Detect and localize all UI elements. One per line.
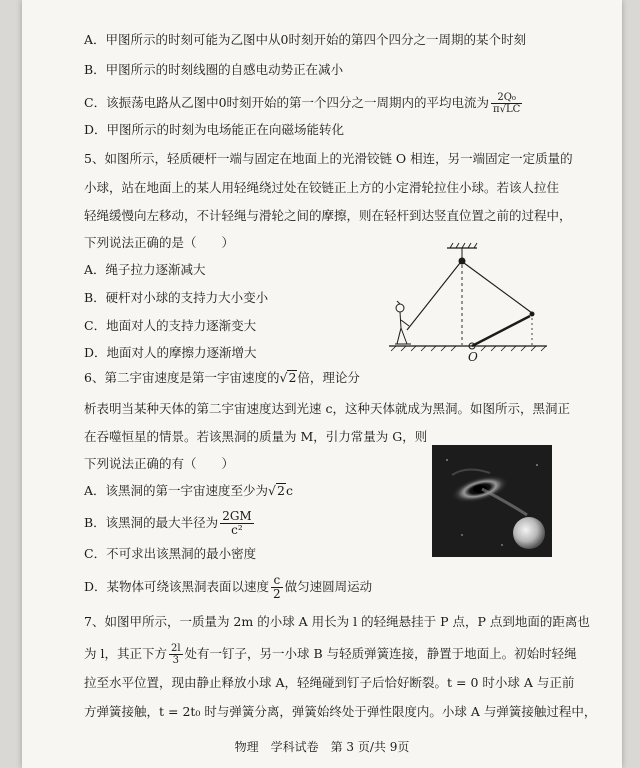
q4-option-c-text: C．该振荡电路从乙图中0时刻开始的第一个四分之一周期内的平均电流为 xyxy=(84,95,490,110)
q7-line-2-denominator: 3 xyxy=(172,655,179,666)
page-footer: 物理 学科试卷 第 3 页/共 9页 xyxy=(234,740,410,754)
q6-option-b xyxy=(84,510,256,537)
q7-line-2-text-b: 处有一钉子，另一小球 B 与轻质弹簧连接，静置于地面上。初始时轻绳 xyxy=(184,646,577,661)
q7-line-2 xyxy=(84,643,577,666)
q4-option-c-numerator: 2Q₀ xyxy=(491,92,522,104)
q6-option-d-numerator: c xyxy=(271,574,283,588)
q7-line-2-numerator: 2l xyxy=(170,643,181,654)
q6-option-d-text-a: D．某物体可绕该黑洞表面以速度 xyxy=(84,579,270,594)
q6-option-b-numerator: 2GM xyxy=(222,509,252,523)
q5-stem-line-4: 下列说法正确的是（ ） xyxy=(84,235,235,250)
q6-option-b-text: B．该黑洞的最大半径为 xyxy=(84,515,219,530)
q6-option-a-sqrt: 2 xyxy=(277,483,285,498)
q6-stem-line-3: 在吞噬恒星的情景。若该黑洞的质量为 M，引力常量为 G，则 xyxy=(84,429,428,444)
q5-option-c: C．地面对人的支持力逐渐变大 xyxy=(84,318,257,333)
q6-option-a-unit: c xyxy=(285,483,293,498)
q6-stem-line-4: 下列说法正确的有（ ） xyxy=(84,456,235,471)
q7-line-2-fraction xyxy=(169,643,183,666)
q4-option-c-denominator: π√LC xyxy=(493,104,521,115)
q5-option-a: A．绳子拉力逐渐减大 xyxy=(84,262,206,277)
q5-pulley-rod-figure xyxy=(367,240,552,365)
q5-stem-line-2: 小球，站在地面上的某人用轻绳绕过处在铰链正上方的小定滑轮拉住小球。若该人拉住 xyxy=(84,180,560,195)
q6-option-d xyxy=(84,574,372,601)
q4-option-d: D．甲图所示的时刻为电场能正在向磁场能转化 xyxy=(84,122,345,137)
ball-icon xyxy=(530,312,535,317)
q7-line-2-text-a: 为 l，其正下方 xyxy=(84,646,167,661)
q6-option-d-denominator: 2 xyxy=(273,587,281,601)
q4-option-a: A．甲图所示的时刻可能为乙图中从0时刻开始的第四个四分之一周期的某个时刻 xyxy=(84,32,526,47)
q6-option-d-text-b: 做匀速圆周运动 xyxy=(284,579,373,594)
q6-option-d-fraction xyxy=(271,574,283,601)
q6-stem-line-1: 6、第二宇宙速度是第一宇宙速度的√2倍，理论分 xyxy=(84,370,360,385)
q6-option-c: C．不可求出该黑洞的最小密度 xyxy=(84,546,257,561)
q4-option-b: B．甲图所示的时刻线圈的自感电动势正在减小 xyxy=(84,62,344,77)
q5-stem-line-3: 轻绳缓慢向左移动，不计轻绳与滑轮之间的摩擦，则在轻杆到达竖直位置之前的过程中， xyxy=(84,208,572,223)
exam-page xyxy=(22,0,622,768)
q6-stem-sqrt: 2 xyxy=(288,370,297,385)
q6-option-a-text: A．该黑洞的第一宇宙速度至少为 xyxy=(84,483,269,498)
black-hole-image xyxy=(432,445,552,557)
q6-option-b-denominator: c² xyxy=(231,523,243,537)
q4-option-c xyxy=(84,92,524,115)
q6-option-a: A．该黑洞的第一宇宙速度至少为√2c xyxy=(84,483,293,498)
q7-line-1: 7、如图甲所示，一质量为 2m 的小球 A 用长为 l 的轻绳悬挂于 P 点，P 点到地面的距离也 xyxy=(84,614,590,629)
q7-line-4: 方弹簧接触，t = 2t₀ 时与弹簧分离，弹簧始终处于弹性限度内。小球 A 与弹簧接触过程中， xyxy=(84,704,597,719)
q6-option-b-fraction xyxy=(220,510,254,537)
q5-option-b: B．硬杆对小球的支持力大小变小 xyxy=(84,290,269,305)
q5-option-d: D．地面对人的摩擦力逐渐增大 xyxy=(84,345,257,360)
q6-stem-text-a: 6、第二宇宙速度是第一宇宙速度的 xyxy=(84,370,280,385)
q7-line-3: 拉至水平位置，现由静止释放小球 A，轻绳碰到钉子后恰好断裂。t = 0 时小球 A 与正前 xyxy=(84,675,575,690)
q6-stem-text-b: 倍，理论分 xyxy=(297,370,360,385)
q6-stem-line-2: 析表明当某种天体的第二宇宙速度达到光速 c，这种天体就成为黑洞。如图所示，黑洞正 xyxy=(84,401,570,416)
q5-stem-line-1: 5、如图所示，轻质硬杆一端与固定在地面上的光滑铰链 O 相连，另一端固定一定质量的 xyxy=(84,151,573,166)
hinge-label-o: O xyxy=(468,350,478,364)
person-icon xyxy=(395,301,411,344)
q4-option-c-fraction xyxy=(491,92,522,115)
